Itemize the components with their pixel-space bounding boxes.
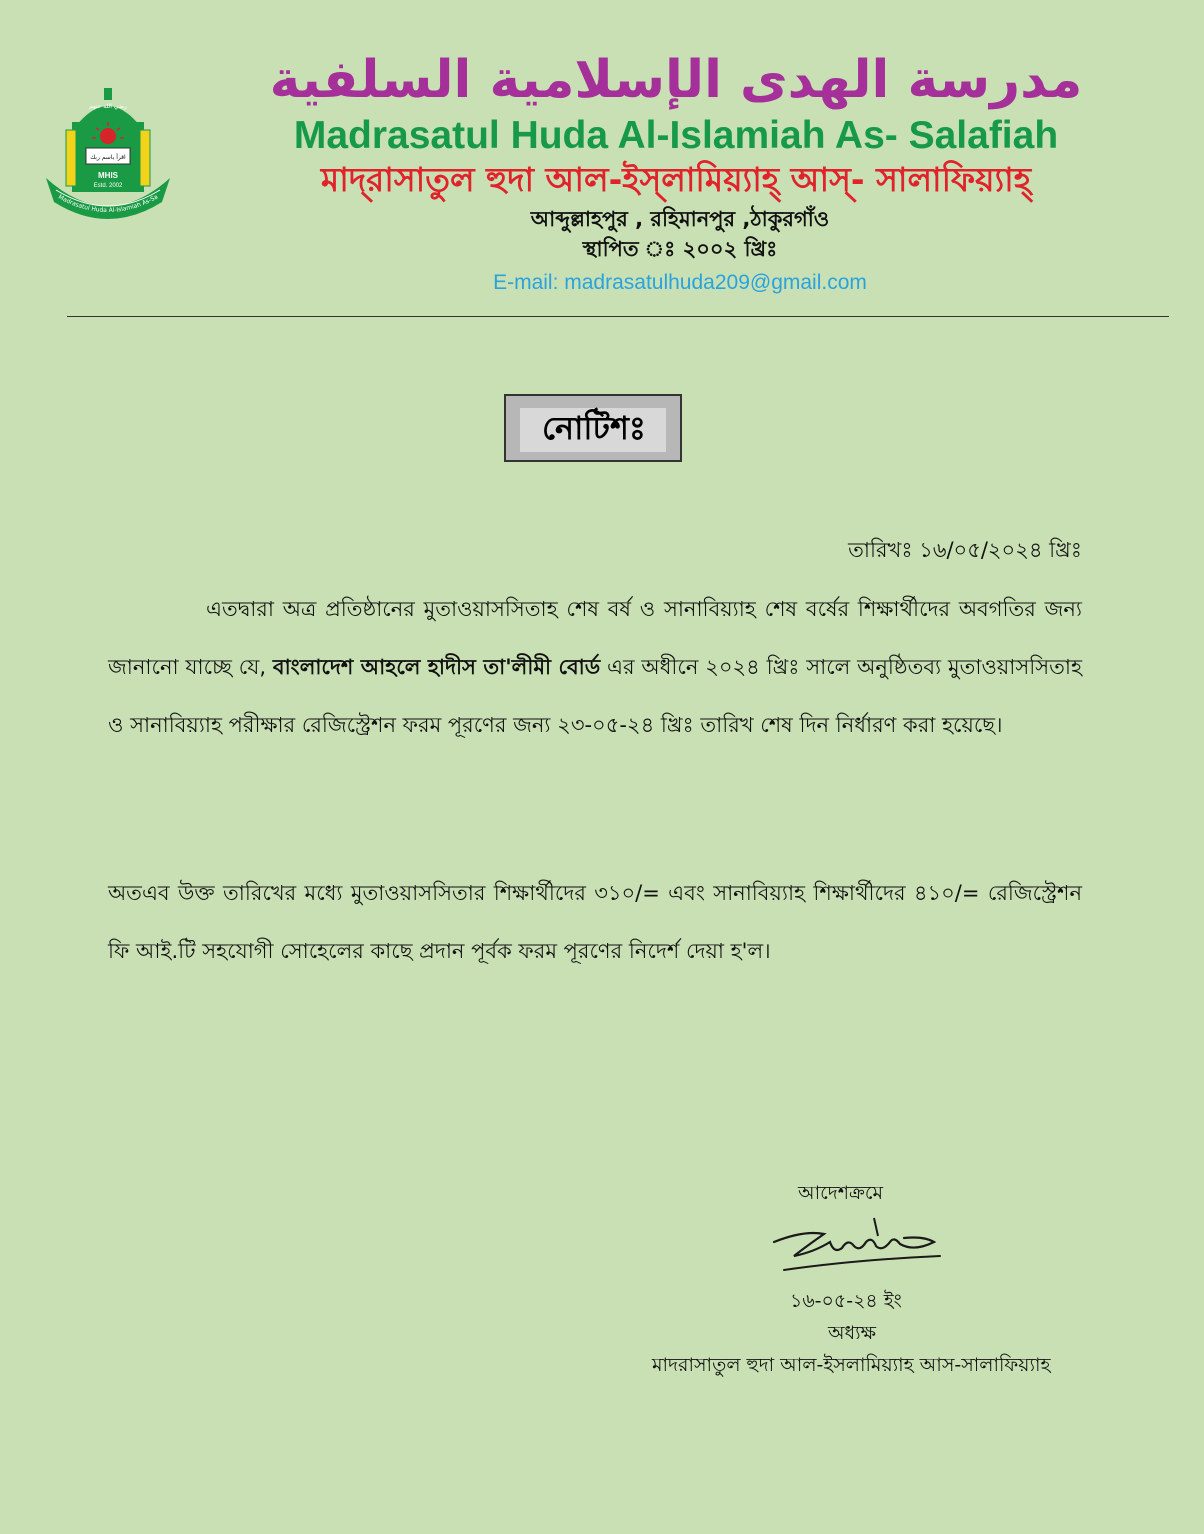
- notice-title: নোটিশঃ: [542, 409, 646, 447]
- notice-title-box: [504, 394, 682, 462]
- order-label: আদেশক্রমে: [798, 1182, 884, 1204]
- logo-abbr: MHIS: [98, 171, 118, 180]
- email-link[interactable]: E-mail: madrasatulhuda209@gmail.com: [493, 271, 867, 294]
- notice-paragraph-1: [108, 580, 1082, 754]
- logo-top-text: رضي الله عنهم: [89, 103, 127, 110]
- para1-text-end: এর অধীনে ২০২৪ খ্রিঃ সালে অনুষ্ঠিতব্য মুতাওয়াসসিতাহ ও সানাবিয়্যাহ পরীক্ষার রেজিস্ট্রেশন ফরম পূরণের জন্য ২৩-০৫-২৪ খ্রিঃ তারিখ শেষ দিন নির্ধারণ করা হয়েছে।: [108, 655, 1082, 737]
- notice-paragraph-2: অতএব উক্ত তারিখের মধ্যে মুতাওয়াসসিতার শিক্ষার্থীদের ৩১০/= এবং সানাবিয়্যাহ শিক্ষার্থীদের ৪১০/= রেজিস্ট্রেশন ফি আই.টি সহযোগী সোহেলের কাছে প্রদান পূর্বক ফরম পূরণের নিদের্শ দেয়া হ'ল।: [108, 881, 1082, 963]
- english-name: Madrasatul Huda Al-Islamiah As- Salafiah: [293, 114, 1059, 157]
- logo-book-text: اقرأ باسم ربك: [90, 154, 126, 161]
- bengali-name: মাদ্‌রাসাতুল হুদা আল-ইস্‌লামিয়্যাহ্‌ আস্‌- সালাফিয়্যাহ্‌: [320, 160, 1032, 199]
- header-divider: [67, 316, 1169, 317]
- signatory-organization: মাদরাসাতুল হুদা আল-ইসলামিয়্যাহ আস-সালাফিয়্যাহ: [652, 1354, 1051, 1376]
- madrasa-logo: [42, 86, 174, 222]
- signatory-designation: অধ্যক্ষ: [828, 1322, 877, 1344]
- arabic-name: مدرسة الهدى الإسلامية السلفية: [269, 50, 1083, 110]
- address: আব্দুল্লাহপুর , রহিমানপুর ,ঠাকুরগাঁও: [530, 207, 830, 231]
- signature-date: ১৬-০৫-২৪ ইং: [790, 1290, 902, 1312]
- logo-ring-text: Madrasatul Huda Al-Islamiah As-Sa: [57, 193, 160, 215]
- signature-image: [764, 1212, 942, 1282]
- established: স্থাপিত ঃ ২০০২ খ্রিঃ: [582, 237, 778, 261]
- notice-date: তারিখঃ ১৬/০৫/২০২৪ খ্রিঃ: [848, 538, 1082, 562]
- para1-text-start: এতদ্বারা অত্র প্রতিষ্ঠানের মুতাওয়াসসিতাহ শেষ বর্ষ ও সানাবিয়্যাহ শেষ বর্ষের শিক্ষার্থীদের অবগতির জন্য জানানো যাচ্ছে যে,: [108, 597, 1082, 679]
- logo-estd: Estd. 2002: [93, 183, 123, 189]
- board-name: বাংলাদেশ আহলে হাদীস তা'লীমী বোর্ড: [272, 655, 601, 679]
